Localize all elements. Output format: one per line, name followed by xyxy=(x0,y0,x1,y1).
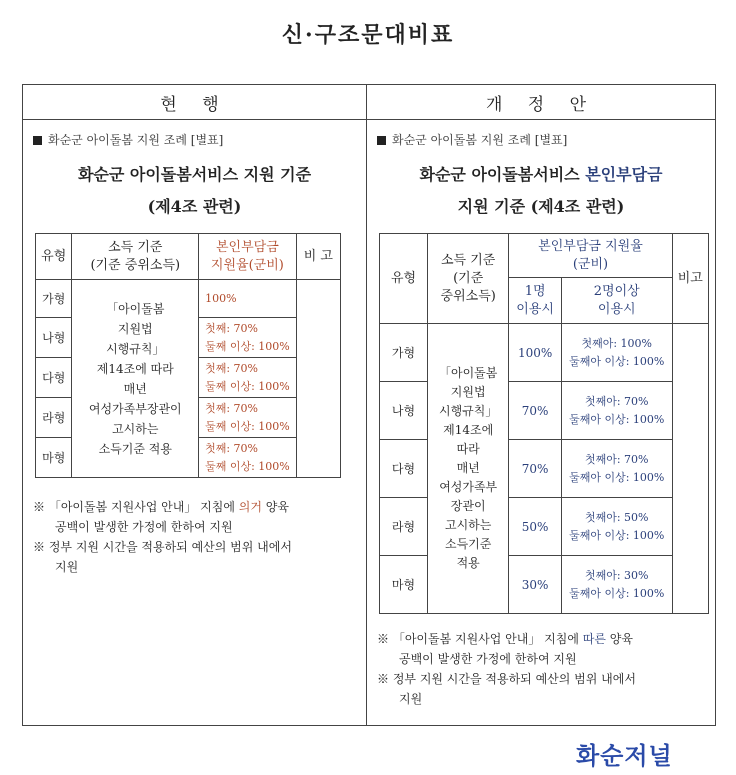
rate-line-1: 첫째아: 70% xyxy=(584,452,649,466)
criteria-line: 장관이 xyxy=(450,499,486,513)
rate-line-2: 둘째 이상: 100% xyxy=(205,459,290,473)
heading-highlight: 본인부담금 xyxy=(585,165,663,184)
criteria-line: 적용 xyxy=(456,556,480,570)
right-note-2-cont: 지원 xyxy=(399,692,423,706)
left-row-type: 마형 xyxy=(36,438,72,478)
criteria-line: 여성가족부장관이 xyxy=(88,401,182,416)
page-title: 신·구조문대비표 xyxy=(281,22,455,48)
left-th-rate xyxy=(199,234,297,280)
comparison-table-frame xyxy=(22,84,716,726)
left-note-2: ※ 정부 지원 시간을 적용하되 예산의 범위 내에서 xyxy=(33,540,292,554)
right-row-one: 30% xyxy=(509,556,562,614)
rate-line-2: 둘째 이상: 100% xyxy=(205,419,290,433)
right-th-two xyxy=(561,278,672,324)
left-row-rate xyxy=(199,438,297,478)
left-th-income xyxy=(72,234,199,280)
criteria-line: 소득기준 xyxy=(444,537,492,551)
right-row-type: 라형 xyxy=(380,498,428,556)
right-th-rate-1: 본인부담금 지원율 xyxy=(538,238,643,254)
left-th-type: 유형 xyxy=(36,234,72,280)
right-income-criteria xyxy=(428,324,509,614)
left-row-rate xyxy=(199,318,297,358)
note-text: 양육 xyxy=(605,632,633,646)
left-note-2-cont: 지원 xyxy=(55,560,79,574)
rate-line-2: 둘째 이상: 100% xyxy=(205,379,290,393)
criteria-line: 「아이돌봄 xyxy=(106,301,165,316)
right-row-type: 마형 xyxy=(380,556,428,614)
left-row-type: 가형 xyxy=(36,280,72,318)
right-note-1 xyxy=(377,629,711,649)
left-note-1 xyxy=(33,497,361,517)
note-text: ※ 「아이돌봄 지원사업 안내」 지침에 xyxy=(377,632,583,646)
left-heading-1: 화순군 아이돌봄서비스 지원 기준 xyxy=(77,165,312,184)
left-support-table xyxy=(35,233,341,478)
note-text: 양육 xyxy=(261,500,289,514)
left-row-type: 라형 xyxy=(36,398,72,438)
right-th-two-2: 이용시 xyxy=(597,301,636,317)
right-row-one: 100% xyxy=(509,324,562,382)
left-note-cell xyxy=(296,280,340,478)
left-row-rate xyxy=(199,280,297,318)
criteria-line: 매년 xyxy=(456,461,480,475)
left-th-income-2: (기준 중위소득) xyxy=(90,257,181,273)
current-column-header: 현 행 xyxy=(23,85,367,120)
publisher-logo: 화순저널 xyxy=(576,742,673,770)
right-th-income-3: 중위소득) xyxy=(440,288,496,304)
note-text: ※ 「아이돌봄 지원사업 안내」 지침에 xyxy=(33,500,239,514)
rate-line-2: 둘째아 이상: 100% xyxy=(569,586,665,600)
square-bullet-icon xyxy=(33,136,42,145)
right-row-two xyxy=(561,324,672,382)
criteria-line: 지원법 xyxy=(117,321,153,336)
right-row-two xyxy=(561,498,672,556)
square-bullet-icon xyxy=(377,136,386,145)
revised-column-header: 개 정 안 xyxy=(367,85,715,120)
left-note-1-cont: 공백이 발생한 가정에 한하여 지원 xyxy=(55,520,233,534)
rate-line-1: 첫째: 70% xyxy=(205,441,258,455)
rate-line-1: 첫째아: 70% xyxy=(584,394,649,408)
left-section-text: 화순군 아이돌봄 지원 조례 [별표] xyxy=(48,133,224,147)
left-th-income-1: 소득 기준 xyxy=(108,239,163,255)
right-th-income-1: 소득 기준 xyxy=(440,252,496,268)
right-th-income xyxy=(428,234,509,324)
right-th-type: 유형 xyxy=(380,234,428,324)
right-th-rate-2: (군비) xyxy=(572,256,609,272)
criteria-line: 시행규칙」 xyxy=(106,341,165,356)
left-th-rate-1: 본인부담금 xyxy=(215,239,279,255)
criteria-line: 지원법 xyxy=(450,385,486,399)
criteria-line: 소득기준 적용 xyxy=(98,441,172,456)
right-notes xyxy=(377,629,711,709)
criteria-line: 따라 xyxy=(456,442,480,456)
right-th-note: 비고 xyxy=(672,234,708,324)
left-section-label xyxy=(33,131,223,148)
criteria-line: 매년 xyxy=(123,381,147,396)
criteria-line: 여성가족부 xyxy=(439,480,498,494)
right-row-one: 70% xyxy=(509,382,562,440)
criteria-line: 제14조에 따라 xyxy=(96,361,174,376)
right-note-1-cont: 공백이 발생한 가정에 한하여 지원 xyxy=(399,652,577,666)
rate-line-1: 첫째아: 100% xyxy=(581,336,652,350)
left-heading-2: (제4조 관련) xyxy=(147,197,242,216)
right-row-one: 50% xyxy=(509,498,562,556)
right-note-2: ※ 정부 지원 시간을 적용하되 예산의 범위 내에서 xyxy=(377,672,636,686)
rate-line-2: 둘째 이상: 100% xyxy=(205,339,290,353)
criteria-line: 「아이돌봄 xyxy=(438,366,498,380)
rate-line-1: 100% xyxy=(205,291,237,305)
right-th-rate xyxy=(509,234,672,278)
right-section-text: 화순군 아이돌봄 지원 조례 [별표] xyxy=(392,133,568,147)
rate-line-1: 첫째: 70% xyxy=(205,361,258,375)
right-th-one-1: 1명 xyxy=(524,283,546,299)
rate-line-2: 둘째아 이상: 100% xyxy=(569,412,665,426)
right-note-cell xyxy=(672,324,708,614)
right-row-type: 다형 xyxy=(380,440,428,498)
left-row-type: 다형 xyxy=(36,358,72,398)
rate-line-1: 첫째: 70% xyxy=(205,401,258,415)
criteria-line: 제14조에 xyxy=(443,423,494,437)
right-section-label xyxy=(377,131,567,148)
right-row-one: 70% xyxy=(509,440,562,498)
criteria-line: 고시하는 xyxy=(112,421,159,436)
note-highlight: 의거 xyxy=(238,500,262,514)
left-income-criteria xyxy=(72,280,199,478)
left-row-type: 나형 xyxy=(36,318,72,358)
left-th-rate-2: 지원율(군비) xyxy=(210,257,284,273)
rate-line-1: 첫째아: 30% xyxy=(584,568,649,582)
right-row-two xyxy=(561,382,672,440)
rate-line-2: 둘째아 이상: 100% xyxy=(569,470,665,484)
right-row-type: 나형 xyxy=(380,382,428,440)
left-notes xyxy=(33,497,361,577)
rate-line-1: 첫째아: 50% xyxy=(584,510,649,524)
right-th-one xyxy=(509,278,562,324)
right-th-one-2: 이용시 xyxy=(516,301,554,317)
note-highlight: 따른 xyxy=(582,632,606,646)
right-row-two xyxy=(561,556,672,614)
heading-text: 화순군 아이돌봄서비스 xyxy=(419,165,586,184)
left-row-rate xyxy=(199,398,297,438)
left-th-note: 비 고 xyxy=(296,234,340,280)
right-th-two-1: 2명이상 xyxy=(593,283,640,299)
rate-line-2: 둘째아 이상: 100% xyxy=(569,528,665,542)
right-row-two xyxy=(561,440,672,498)
right-th-income-2: (기준 xyxy=(453,270,484,286)
criteria-line: 고시하는 xyxy=(444,518,492,532)
right-row-type: 가형 xyxy=(380,324,428,382)
right-heading-1 xyxy=(367,159,715,191)
rate-line-2: 둘째아 이상: 100% xyxy=(569,354,665,368)
criteria-line: 시행규칙」 xyxy=(438,404,498,418)
left-row-rate xyxy=(199,358,297,398)
rate-line-1: 첫째: 70% xyxy=(205,321,258,335)
right-heading-2: 지원 기준 (제4조 관련) xyxy=(457,197,625,216)
right-support-table xyxy=(379,233,709,614)
